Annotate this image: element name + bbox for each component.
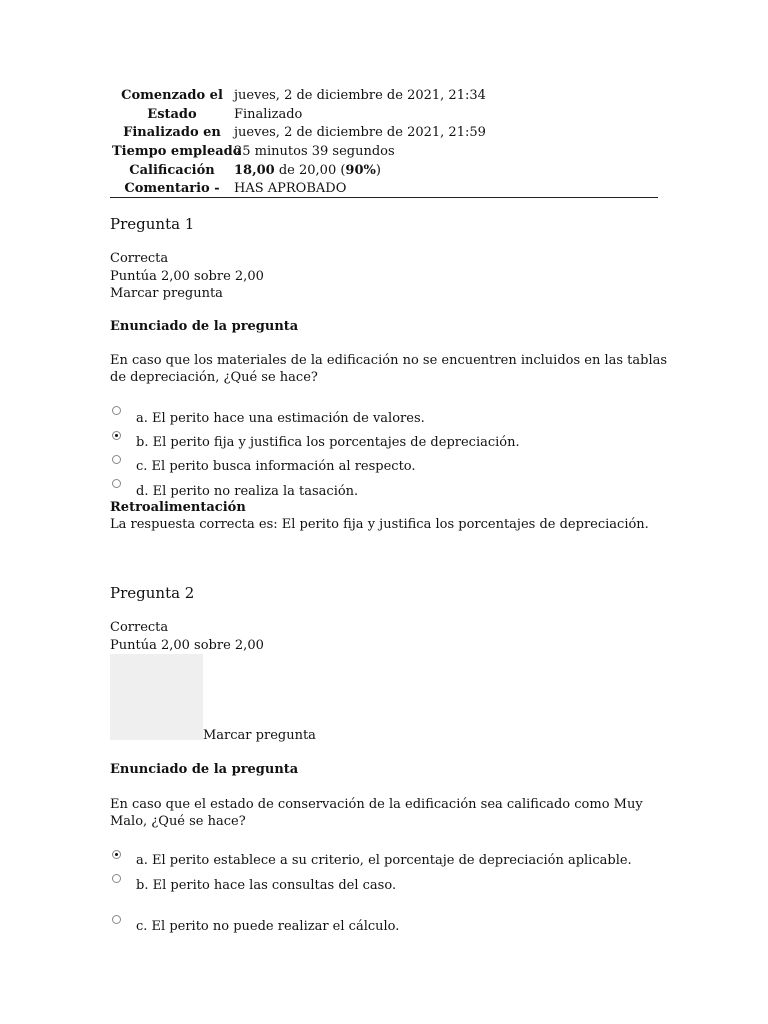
summary-label-comment: Comentario - xyxy=(124,181,220,196)
question-1-title: Pregunta 1 xyxy=(110,215,195,233)
summary-value-comment: HAS APROBADO xyxy=(234,181,347,196)
summary-divider xyxy=(110,197,658,198)
q2-option-b-radio[interactable] xyxy=(112,874,121,883)
q2-option-a-label: a. El perito establece a su criterio, el porcentaje de depreciación aplicable. xyxy=(136,853,632,868)
summary-value-finished: jueves, 2 de diciembre de 2021, 21:59 xyxy=(234,125,486,140)
question-2-score: Puntúa 2,00 sobre 2,00 xyxy=(110,638,264,653)
q2-option-b-label: b. El perito hace las consultas del caso. xyxy=(136,878,397,893)
summary-label-state: Estado xyxy=(147,107,197,122)
question-1-feedback: La respuesta correcta es: El perito fija y justifica los porcentajes de depreciación. xyxy=(110,517,649,532)
summary-label-time: Tiempo empleado xyxy=(112,144,242,159)
summary-label-grade: Calificación xyxy=(129,163,215,178)
summary-label-finished: Finalizado en xyxy=(123,125,221,140)
summary-label-started: Comenzado el xyxy=(121,88,223,103)
question-1-feedback-heading: Retroalimentación xyxy=(110,500,246,515)
summary-value-state: Finalizado xyxy=(234,107,303,122)
q1-option-a-radio[interactable] xyxy=(112,406,121,415)
question-1-flag-link[interactable]: Marcar pregunta xyxy=(110,286,223,301)
question-1-heading: Enunciado de la pregunta xyxy=(110,319,299,334)
q2-option-a-radio[interactable] xyxy=(112,850,121,859)
q2-option-c-radio[interactable] xyxy=(112,915,121,924)
q1-option-c-label: c. El perito busca información al respecto. xyxy=(136,459,416,474)
question-1-text: En caso que los materiales de la edificación no se encuentren incluidos en las tablas de depreciación, ¿Qué se hace? xyxy=(110,353,668,385)
question-1-score: Puntúa 2,00 sobre 2,00 xyxy=(110,269,264,284)
question-2-status: Correcta xyxy=(110,620,169,635)
q1-option-a-label: a. El perito hace una estimación de valores. xyxy=(136,411,425,426)
question-2-text: En caso que el estado de conservación de la edificación sea calificado como Muy Malo, ¿Qué se hace? xyxy=(110,797,643,829)
q2-option-c-label: c. El perito no puede realizar el cálculo. xyxy=(136,919,400,934)
question-2-flag-link[interactable]: Marcar pregunta xyxy=(203,728,316,743)
summary-value-time: 25 minutos 39 segundos xyxy=(234,144,395,159)
question-1-status: Correcta xyxy=(110,251,169,266)
q1-option-b-label: b. El perito fija y justifica los porcentajes de depreciación. xyxy=(136,435,520,450)
question-2-heading: Enunciado de la pregunta xyxy=(110,762,299,777)
question-2-flag-image xyxy=(110,654,203,740)
question-2-title: Pregunta 2 xyxy=(110,584,195,602)
q1-option-c-radio[interactable] xyxy=(112,455,121,464)
grade-close: ) xyxy=(375,163,381,178)
q1-option-d-label: d. El perito no realiza la tasación. xyxy=(136,484,359,499)
grade-score: 18,00 xyxy=(234,163,275,178)
grade-percent: 90% xyxy=(345,163,376,178)
q1-option-d-radio[interactable] xyxy=(112,479,121,488)
grade-total: de 20,00 ( xyxy=(274,163,346,178)
q1-option-b-radio[interactable] xyxy=(112,431,121,440)
summary-value-started: jueves, 2 de diciembre de 2021, 21:34 xyxy=(234,88,486,103)
summary-value-grade xyxy=(234,163,381,178)
